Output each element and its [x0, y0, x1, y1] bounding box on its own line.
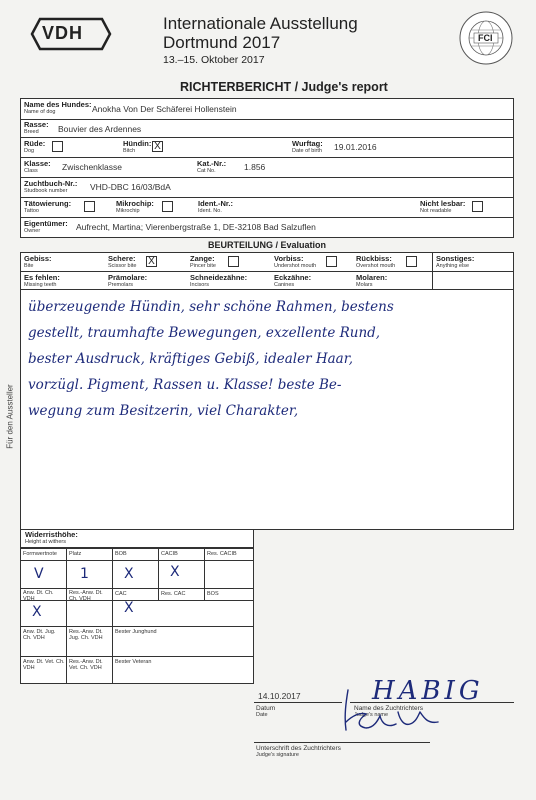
ident-label: Ident.-Nr.: [198, 199, 233, 208]
catno-value: 1.856 [244, 162, 266, 172]
incisors-sub: Incisors [190, 282, 209, 288]
unreadable-sub: Not readable [420, 208, 452, 214]
class-field [24, 160, 51, 174]
owner-field [24, 220, 68, 234]
dog-name-field [24, 101, 92, 115]
award-cac: CAC [115, 591, 127, 597]
evaluation-title: BEURTEILUNG / Evaluation [208, 240, 327, 250]
withers-sub: Height at withers [25, 539, 66, 545]
owner-value: Aufrecht, Martina; Vierenbergstraße 1, DE-32108 Bad Salzuflen [76, 222, 316, 232]
studbook-field [24, 180, 77, 194]
judge-name-sub: Judge's name [354, 712, 389, 718]
vdh-logo-text: VDH [42, 23, 84, 43]
dog-name-value: Anokha Von Der Schäferei Hollenstein [92, 104, 237, 114]
withers-label: Widerristhöhe: [25, 530, 78, 539]
missing-sub: Missing teeth [24, 282, 57, 288]
female-field [123, 140, 151, 154]
dob-label: Wurftag: [292, 139, 323, 148]
overshot-field [356, 255, 395, 269]
award-bester-junghund: Bester Junghund [115, 629, 157, 635]
award-bester-veteran: Bester Veteran [115, 659, 152, 665]
undershot-sub: Undershot mouth [274, 263, 317, 269]
catno-sub: Cat No. [197, 168, 216, 174]
pincer-sub: Pincer bite [190, 263, 216, 269]
scissor-label: Schere: [108, 254, 136, 263]
award-cacib: CACIB [161, 551, 178, 557]
report-title: RICHTERBERICHT / Judge's report [180, 80, 388, 94]
exhibitor-side-label: Für den Aussteller [5, 384, 15, 449]
show-dates: 13.–15. Oktober 2017 [163, 54, 265, 66]
dob-value: 19.01.2016 [334, 142, 377, 152]
placement-mark: 1 [80, 566, 89, 582]
award-anw-dt-vet-ch: Anw. Dt. Vet. Ch. VDH [23, 659, 65, 671]
dob-sub: Date of birth [292, 148, 322, 154]
owner-sub: Owner [24, 228, 41, 234]
vdh-logo [28, 16, 114, 52]
withers-field [20, 530, 254, 548]
tattoo-label: Tätowierung: [24, 199, 72, 208]
date-value: 14.10.2017 [258, 691, 301, 701]
bite-label: Gebiss: [24, 254, 52, 263]
male-checkbox[interactable] [52, 141, 63, 152]
ident-sub: Ident. No. [198, 208, 222, 214]
undershot-checkbox[interactable] [326, 256, 337, 267]
unreadable-label: Nicht lesbar: [420, 199, 466, 208]
judge-signature-icon [338, 682, 448, 736]
female-checkbox[interactable]: X [152, 141, 163, 152]
evaluation-line: vorzügl. Pigment, Rassen u. Klasse! beste Be- [28, 377, 342, 393]
award-res-anw-dt-ch: Res.-Anw. Dt. Ch. VDH [69, 590, 103, 602]
male-field [24, 140, 45, 154]
award-platz: Platz [69, 551, 82, 557]
evaluation-text [28, 294, 508, 424]
breed-sub: Breed [24, 129, 39, 135]
ident-field [198, 200, 233, 214]
tattoo-sub: Tattoo [24, 208, 39, 214]
award-anw-dt-jug-ch: Anw. Dt. Jug. Ch. VDH [23, 629, 56, 641]
studbook-sub: Studbook number [24, 188, 68, 194]
date-label: Datum [256, 705, 276, 712]
studbook-label: Zuchtbuch-Nr.: [24, 179, 78, 188]
male-sub: Dog [24, 148, 35, 154]
canines-label: Eckzähne: [274, 273, 312, 282]
bite-field [24, 255, 52, 269]
pincer-label: Zange: [190, 254, 215, 263]
overshot-label: Rückbiss: [356, 254, 392, 263]
incisors-field [190, 274, 247, 288]
tattoo-checkbox[interactable] [84, 201, 95, 212]
class-label: Klasse: [24, 159, 51, 168]
undershot-field [274, 255, 316, 269]
catno-field [197, 160, 226, 174]
breed-value: Bouvier des Ardennes [58, 124, 142, 134]
chip-label: Mikrochip: [116, 199, 154, 208]
unreadable-field [420, 200, 465, 214]
evaluation-line: gestellt, traumhafte Bewegungen, exzellente Rund, [28, 325, 381, 341]
other-field [436, 255, 474, 269]
female-sub: Bitch [123, 148, 136, 154]
judge-name-handwritten: HABIG [372, 676, 484, 706]
pincer-field [190, 255, 216, 269]
bite-sub: Bite [24, 263, 34, 269]
bob-mark: X [124, 566, 134, 582]
date-sub: Date [256, 712, 268, 718]
class-value: Zwischenklasse [62, 162, 122, 172]
studbook-value: VHD-DBC 16/03/BdA [90, 182, 171, 192]
signature-field [256, 745, 341, 758]
breed-field [24, 121, 49, 135]
title-line1: Internationale Ausstellung [163, 14, 358, 33]
chip-checkbox[interactable] [162, 201, 173, 212]
canines-field [274, 274, 311, 288]
fci-logo-text: FCI [478, 33, 493, 43]
other-label: Sonstiges: [436, 254, 475, 263]
owner-label: Eigentümer: [24, 219, 68, 228]
award-bos: BOS [207, 591, 219, 597]
grade-mark: V [34, 566, 44, 582]
dog-name-label: Name des Hundes: [24, 100, 92, 109]
female-label: Hündin: [123, 139, 152, 148]
judge-name-label: Name des Zuchtrichters [354, 705, 423, 712]
scissor-field [108, 255, 136, 269]
chip-sub: Mikrochip [116, 208, 140, 214]
award-formwertnote: Formwertnote [23, 551, 57, 557]
tattoo-field [24, 200, 71, 214]
cacib-mark: X [170, 564, 180, 580]
award-res-cacib: Res. CACIB [207, 551, 237, 557]
class-sub: Class [24, 168, 38, 174]
dog-name-sub: Name of dog [24, 109, 56, 115]
overshot-checkbox[interactable] [406, 256, 417, 267]
cac-mark: X [124, 600, 134, 616]
missing-label: Es fehlen: [24, 273, 60, 282]
award-res-anw-dt-vet-ch: Res.-Anw. Dt. Vet. Ch. VDH [69, 659, 103, 671]
evaluation-line: bester Ausdruck, kräftiges Gebiß, idealer Haar, [28, 351, 353, 367]
male-label: Rüde: [24, 139, 46, 148]
title-line2: Dortmund 2017 [163, 33, 281, 52]
signature-sub: Judge's signature [256, 752, 299, 758]
award-bob: BOB [115, 551, 127, 557]
show-title [163, 14, 358, 68]
molars-sub: Molars [356, 282, 373, 288]
evaluation-line: wegung zum Besitzerin, viel Charakter, [28, 403, 299, 419]
award-res-anw-dt-jug-ch: Res.-Anw. Dt. Jug. Ch. VDH [69, 629, 103, 641]
molars-label: Molaren: [356, 273, 388, 282]
catno-label: Kat.-Nr.: [197, 159, 227, 168]
scissor-sub: Scissor bite [108, 263, 137, 269]
chip-field [116, 200, 154, 214]
dob-field [292, 140, 323, 154]
signature-label: Unterschrift des Zuchtrichters [256, 745, 341, 752]
other-sub: Anything else [436, 263, 470, 269]
evaluation-line: überzeugende Hündin, sehr schöne Rahmen, bestens [28, 299, 394, 315]
unreadable-checkbox[interactable] [472, 201, 483, 212]
premolars-label: Prämolare: [108, 273, 148, 282]
date-field [256, 705, 275, 718]
premolars-sub: Premolars [108, 282, 134, 288]
undershot-label: Vorbiss: [274, 254, 304, 263]
molars-field [356, 274, 387, 288]
scissor-checkbox[interactable]: X [146, 256, 157, 267]
anw-dt-ch-mark: X [32, 604, 42, 620]
fci-logo [458, 10, 514, 66]
incisors-label: Schneidezähne: [190, 273, 248, 282]
overshot-sub: Overshot mouth [356, 263, 396, 269]
pincer-checkbox[interactable] [228, 256, 239, 267]
award-res-cac: Res. CAC [161, 591, 186, 597]
award-anw-dt-ch: Anw. Dt. Ch. VDH [23, 590, 54, 602]
canines-sub: Canines [274, 282, 295, 288]
missing-field [24, 274, 60, 288]
breed-label: Rasse: [24, 120, 49, 129]
premolars-field [108, 274, 147, 288]
